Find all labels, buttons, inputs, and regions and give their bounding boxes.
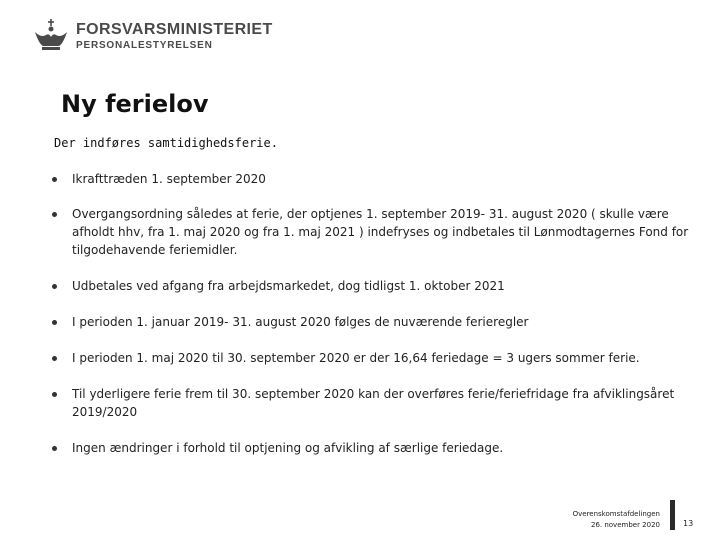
- footer-divider: [670, 500, 675, 530]
- bullet-icon: [52, 177, 57, 182]
- list-item-text: Udbetales ved afgang fra arbejdsmarkedet, dog tidligst 1. oktober 2021: [72, 279, 505, 293]
- agency-name: PERSONALESTYRELSEN: [76, 40, 213, 51]
- ministry-logo: [32, 18, 272, 54]
- crown-icon: [32, 18, 70, 52]
- footer-info: [573, 509, 660, 531]
- list-item-text: I perioden 1. maj 2020 til 30. september 2020 er der 16,64 feriedage = 3 ugers sommer ferie.: [72, 351, 640, 365]
- list-item-text: Overgangsordning således at ferie, der optjenes 1. september 2019- 31. august 2020 ( skulle være afholdt hhv, fra 1. maj 2020 og fra 1. maj 2021 ) indefryses og indbetales til Lønmodtagernes Fond for tilgodehavende feriemidler.: [72, 207, 689, 257]
- bullet-icon: [52, 356, 57, 361]
- ministry-name: FORSVARSMINISTERIET: [76, 21, 273, 38]
- bullet-icon: [52, 320, 57, 325]
- page-title: Ny ferielov: [61, 90, 209, 118]
- subtitle: Der indføres samtidighedsferie.: [54, 136, 278, 150]
- bullet-icon: [52, 284, 57, 289]
- list-item-text: Ingen ændringer i forhold til optjening og afvikling af særlige feriedage.: [72, 441, 504, 455]
- list-item-text: Til yderligere ferie frem til 30. september 2020 kan der overføres ferie/feriefridage fra afviklingsåret 2019/2020: [72, 387, 675, 419]
- footer-date: 26. november 2020: [590, 521, 660, 529]
- bullet-icon: [52, 392, 57, 397]
- list-item-text: Ikrafttræden 1. september 2020: [72, 172, 266, 186]
- bullet-icon: [52, 446, 57, 451]
- footer-department: Overenskomstafdelingen: [572, 510, 660, 518]
- list-item-text: I perioden 1. januar 2019- 31. august 2020 følges de nuværende ferieregler: [72, 315, 529, 329]
- page-number: 13: [683, 519, 694, 528]
- bullet-icon: [52, 212, 57, 217]
